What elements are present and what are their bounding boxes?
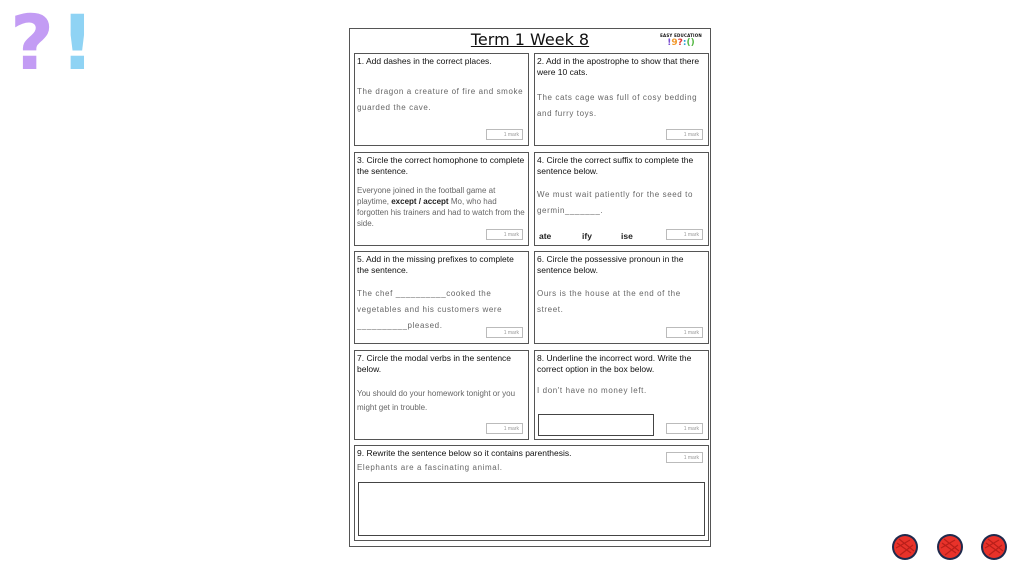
progress-circle-1 — [891, 533, 919, 561]
question-7-mark-box[interactable]: 1 mark — [486, 423, 523, 434]
question-6-heading: 6. Circle the possessive pronoun in the sentence below. — [537, 254, 684, 275]
question-3-heading: 3. Circle the correct homophone to complete the sentence. — [357, 155, 525, 176]
question-7-sentence: You should do your homework tonight or you might get in trouble. — [357, 389, 516, 412]
question-6-sentence: Ours is the house at the end of the street. — [537, 289, 681, 314]
question-8 — [534, 350, 709, 440]
question-5-heading: 5. Add in the missing prefixes to complete the sentence. — [357, 254, 514, 275]
worksheet-title: Term 1 Week 8 — [470, 30, 590, 49]
question-1-mark-box[interactable]: 1 mark — [486, 129, 523, 140]
question-5-sentence: The chef __________cooked the vegetables and his customers were __________pleased. — [357, 289, 503, 330]
question-9-sentence: Elephants are a fascinating animal. — [357, 463, 503, 472]
question-8-mark-box[interactable]: 1 mark — [666, 423, 703, 434]
question-7-heading: 7. Circle the modal verbs in the sentence below. — [357, 353, 512, 374]
question-9-heading: 9. Rewrite the sentence below so it contains parenthesis. — [357, 448, 572, 458]
suffix-option-ify[interactable]: ify — [582, 231, 592, 241]
question-9 — [354, 445, 709, 541]
question-2-heading: 2. Add in the apostrophe to show that there were 10 cats. — [537, 56, 700, 77]
question-6-mark-box[interactable]: 1 mark — [666, 327, 703, 338]
exclamation-mark-decoration: ! — [60, 0, 95, 87]
question-4-heading: 4. Circle the correct suffix to complete the sentence below. — [537, 155, 694, 176]
worksheet — [349, 28, 711, 547]
question-3-sentence: Everyone joined in the football game at playtime, except / accept Mo, who had forgotten his trainers and had to watch from the side. — [357, 186, 525, 228]
question-3-mark-box[interactable]: 1 mark — [486, 229, 523, 240]
question-4 — [534, 152, 709, 246]
progress-circle-2 — [936, 533, 964, 561]
question-2-mark-box[interactable]: 1 mark — [666, 129, 703, 140]
easy-education-logo: EASY EDUCATION !9?:() — [660, 33, 702, 48]
question-9-mark-box[interactable]: 1 mark — [666, 452, 703, 463]
question-2 — [534, 53, 709, 146]
question-8-heading: 8. Underline the incorrect word. Write the correct option in the box below. — [537, 353, 692, 374]
question-mark-decoration: ? — [10, 0, 55, 87]
question-2-sentence: The cats cage was full of cosy bedding and furry toys. — [537, 93, 698, 118]
question-7 — [354, 350, 529, 440]
suffix-option-ate[interactable]: ate — [539, 231, 552, 241]
question-6 — [534, 251, 709, 344]
question-5-mark-box[interactable]: 1 mark — [486, 327, 523, 338]
question-4-sentence: We must wait patiently for the seed to germin_______. — [537, 190, 694, 215]
homophone-options[interactable]: except / accept — [391, 197, 449, 206]
question-9-answer-box[interactable] — [358, 482, 705, 536]
question-4-mark-box[interactable]: 1 mark — [666, 229, 703, 240]
question-1 — [354, 53, 529, 146]
suffix-option-ise[interactable]: ise — [621, 231, 633, 241]
question-5 — [354, 251, 529, 344]
question-1-heading: 1. Add dashes in the correct places. — [357, 56, 492, 66]
progress-circle-3 — [980, 533, 1008, 561]
question-8-answer-box[interactable] — [538, 414, 654, 436]
question-1-sentence: The dragon a creature of fire and smoke guarded the cave. — [357, 87, 524, 112]
question-8-sentence: I don't have no money left. — [537, 386, 647, 395]
question-3 — [354, 152, 529, 246]
